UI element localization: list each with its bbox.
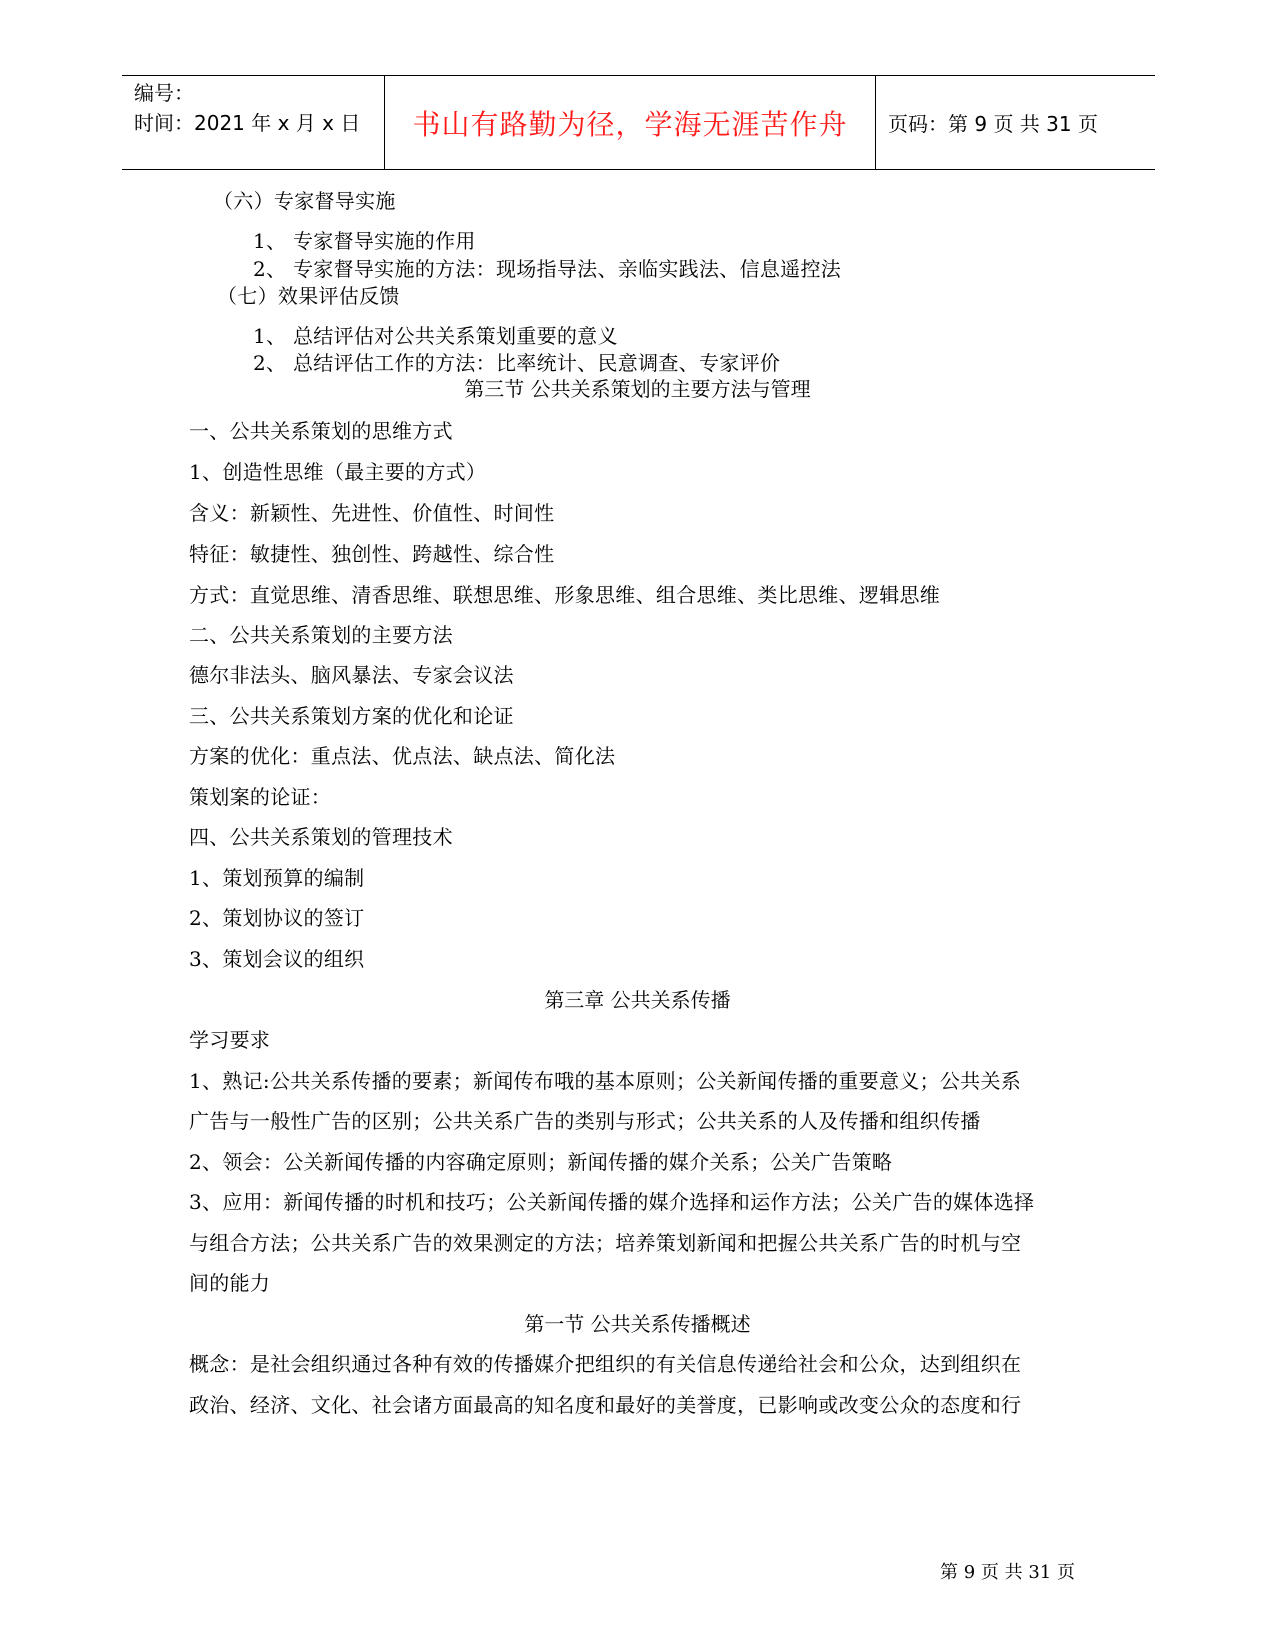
section-title: 第一节 公共关系传播概述 (524, 1312, 751, 1336)
header-meta (122, 76, 385, 169)
paragraph: 一、公共关系策划的思维方式 (189, 419, 453, 443)
paragraph: 方案的优化：重点法、优点法、缺点法、简化法 (189, 744, 616, 768)
motto: 书山有路勤为径，学海无涯苦作舟 (385, 76, 876, 169)
paragraph: 策划案的论证： (189, 785, 332, 809)
paragraph: 间的能力 (189, 1271, 271, 1295)
chapter-title: 第三章 公共关系传播 (544, 988, 731, 1012)
paragraph: 广告与一般性广告的区别；公共关系广告的类别与形式；公共关系的人及传播和组织传播 (189, 1109, 981, 1133)
page-footer: 第 9 页 共 31 页 (940, 1562, 1075, 1583)
paragraph: 政治、经济、文化、社会诸方面最高的知名度和最好的美誉度，已影响或改变公众的态度和行 (189, 1393, 1022, 1417)
section-heading: （七）效果评估反馈 (217, 284, 400, 308)
paragraph: 特征：敏捷性、独创性、跨越性、综合性 (189, 542, 555, 566)
paragraph: 概念：是社会组织通过各种有效的传播媒介把组织的有关信息传递给社会和公众，达到组织在 (189, 1352, 1022, 1376)
paragraph: 3、应用：新闻传播的时机和技巧；公关新闻传播的媒介选择和运作方法；公关广告的媒体选择 (189, 1190, 1035, 1214)
section-title: 第三节 公共关系策划的主要方法与管理 (464, 377, 811, 401)
paragraph: 含义：新颖性、先进性、价值性、时间性 (189, 501, 555, 525)
paragraph: 3、策划会议的组织 (189, 947, 365, 971)
paragraph: 德尔非法头、脑风暴法、专家会议法 (189, 663, 514, 687)
paragraph: 2、策划协议的签订 (189, 906, 365, 930)
page-info: 页码：第 9 页 共 31 页 (888, 112, 1098, 136)
list-item: 2、 总结评估工作的方法：比率统计、民意调查、专家评价 (253, 351, 781, 375)
list-item: 1、 总结评估对公共关系策划重要的意义 (253, 324, 618, 348)
paragraph: 三、公共关系策划方案的优化和论证 (189, 704, 514, 728)
paragraph: 二、公共关系策划的主要方法 (189, 623, 453, 647)
paragraph: 方式：直觉思维、清香思维、联想思维、形象思维、组合思维、类比思维、逻辑思维 (189, 583, 941, 607)
time-label: 时间：2021 年 x 月 x 日 (134, 111, 361, 135)
list-item: 1、 专家督导实施的作用 (253, 229, 476, 253)
paragraph: 学习要求 (189, 1028, 271, 1052)
section-heading: （六）专家督导实施 (213, 189, 396, 213)
number-label: 编号： (134, 81, 194, 105)
paragraph: 四、公共关系策划的管理技术 (189, 825, 453, 849)
list-item: 2、 专家督导实施的方法：现场指导法、亲临实践法、信息遥控法 (253, 257, 842, 281)
paragraph: 2、领会：公关新闻传播的内容确定原则；新闻传播的媒介关系；公关广告策略 (189, 1150, 893, 1174)
paragraph: 1、创造性思维（最主要的方式） (189, 460, 487, 484)
document-header (122, 75, 1155, 170)
paragraph: 1、策划预算的编制 (189, 866, 365, 890)
paragraph: 与组合方法；公共关系广告的效果测定的方法；培养策划新闻和把握公共关系广告的时机与空 (189, 1231, 1022, 1255)
paragraph: 1、熟记:公共关系传播的要素；新闻传布哦的基本原则；公关新闻传播的重要意义；公共关系 (189, 1069, 1022, 1093)
